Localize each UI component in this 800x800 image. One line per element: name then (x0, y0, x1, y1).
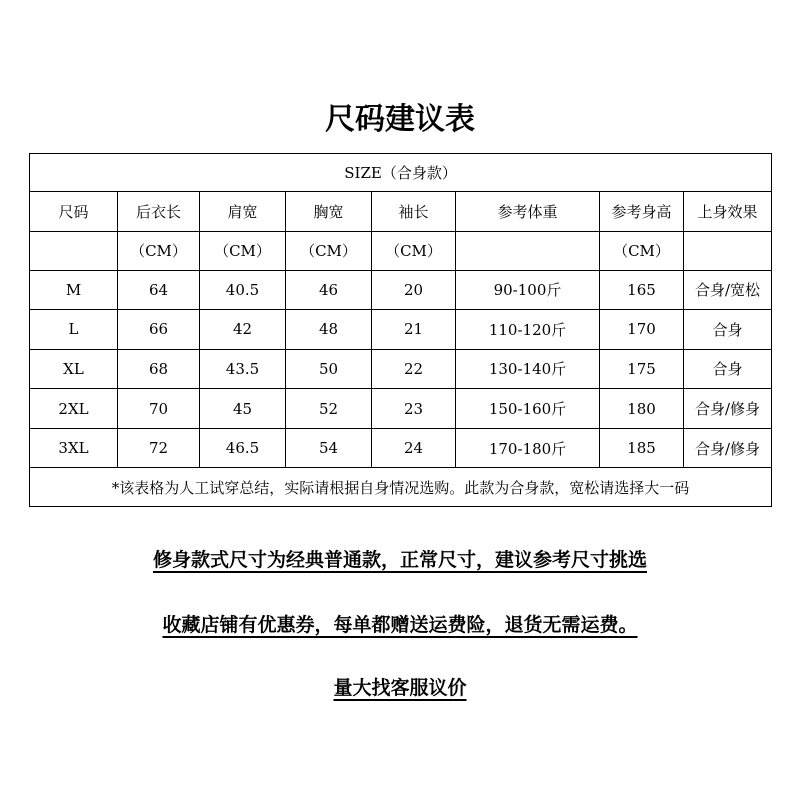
table-cell: 合身 (684, 310, 772, 350)
table-cell: 20 (372, 270, 456, 310)
table-cell: 66 (118, 310, 200, 350)
table-cell: 185 (600, 428, 684, 468)
table-cell: 165 (600, 270, 684, 310)
table-cell: 175 (600, 349, 684, 389)
unit-cell: （CM） (200, 232, 286, 271)
table-cell: 170 (600, 310, 684, 350)
table-cell: 50 (286, 349, 372, 389)
unit-cell: （CM） (372, 232, 456, 271)
header-cell: 参考体重 (456, 191, 600, 232)
table-cell: 170-180斤 (456, 428, 600, 468)
page-title: 尺码建议表 (325, 102, 475, 137)
table-cell: 90-100斤 (456, 270, 600, 310)
group-header: SIZE（合身款） (30, 154, 772, 192)
note-text: 收藏店铺有优惠券，每单都赠送运费险，退货无需运费。 (162, 614, 638, 636)
size-table (29, 153, 772, 507)
header-cell: 肩宽 (200, 191, 286, 232)
table-cell: 70 (118, 389, 200, 429)
note-text: 量大找客服议价 (333, 677, 467, 699)
header-cell: 尺码 (30, 191, 118, 232)
unit-cell (30, 232, 118, 271)
size-cell: M (30, 270, 118, 310)
table-cell: 合身 (684, 349, 772, 389)
table-cell: 21 (372, 310, 456, 350)
unit-cell: （CM） (118, 232, 200, 271)
header-cell: 参考身高 (600, 191, 684, 232)
size-cell: 2XL (30, 389, 118, 429)
table-cell: 130-140斤 (456, 349, 600, 389)
table-cell: 46 (286, 270, 372, 310)
unit-cell: （CM） (600, 232, 684, 271)
header-row (30, 191, 772, 232)
table-cell: 45 (200, 389, 286, 429)
table-cell: 23 (372, 389, 456, 429)
table-cell: 40.5 (200, 270, 286, 310)
table-row (30, 428, 772, 468)
table-cell: 合身/修身 (684, 389, 772, 429)
table-cell: 52 (286, 389, 372, 429)
unit-cell: （CM） (286, 232, 372, 271)
note-line (0, 673, 800, 700)
table-footnote: *该表格为人工试穿总结，实际请根据自身情况选购。此款为合身款，宽松请选择大一码 (30, 468, 772, 507)
note-line (0, 545, 800, 572)
note-text: 修身款式尺寸为经典普通款，正常尺寸，建议参考尺寸挑选 (152, 549, 647, 571)
table-cell: 48 (286, 310, 372, 350)
table-cell: 22 (372, 349, 456, 389)
header-cell: 胸宽 (286, 191, 372, 232)
table-cell: 68 (118, 349, 200, 389)
size-cell: L (30, 310, 118, 350)
table-cell: 64 (118, 270, 200, 310)
unit-row (30, 232, 772, 271)
table-cell: 150-160斤 (456, 389, 600, 429)
table-cell: 180 (600, 389, 684, 429)
unit-cell (684, 232, 772, 271)
table-cell: 43.5 (200, 349, 286, 389)
table-cell: 54 (286, 428, 372, 468)
table-row (30, 310, 772, 350)
note-line (0, 610, 800, 637)
table-row (30, 349, 772, 389)
footnote-row (30, 468, 772, 507)
table-cell: 24 (372, 428, 456, 468)
header-cell: 后衣长 (118, 191, 200, 232)
size-cell: XL (30, 349, 118, 389)
header-cell: 上身效果 (684, 191, 772, 232)
header-cell: 袖长 (372, 191, 456, 232)
group-header-row (30, 154, 772, 192)
table-cell: 72 (118, 428, 200, 468)
table-cell: 合身/修身 (684, 428, 772, 468)
size-cell: 3XL (30, 428, 118, 468)
table-cell: 110-120斤 (456, 310, 600, 350)
table-row (30, 389, 772, 429)
table-cell: 合身/宽松 (684, 270, 772, 310)
table-cell: 46.5 (200, 428, 286, 468)
unit-cell (456, 232, 600, 271)
table-cell: 42 (200, 310, 286, 350)
table-row (30, 270, 772, 310)
